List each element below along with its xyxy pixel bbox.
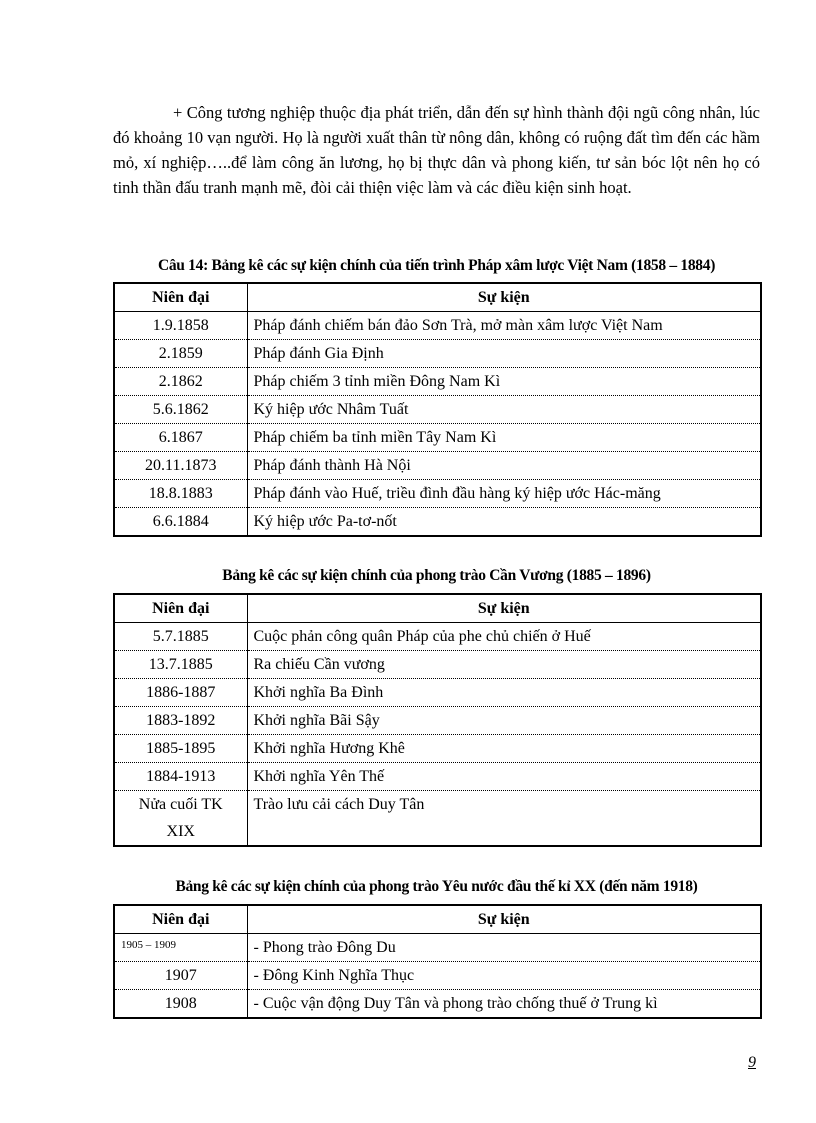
event-cell: - Cuộc vận động Duy Tân và phong trào chống thuế ở Trung kì (253, 995, 658, 1012)
event-cell: Pháp đánh thành Hà Nội (247, 452, 761, 480)
table-row (114, 707, 761, 735)
date-cell: 1.9.1858 (114, 312, 247, 340)
date-cell: 13.7.1885 (114, 651, 247, 679)
date-cell: 1907 (114, 962, 247, 990)
date-cell: 20.11.1873 (114, 452, 247, 480)
date-cell: 2.1862 (114, 368, 247, 396)
page-number: 9 (748, 1054, 756, 1071)
date-cell: 5.6.1862 (114, 396, 247, 424)
table-row (114, 424, 761, 452)
event-cell: Pháp đánh vào Huế, triều đình đầu hàng ký hiệp ước Hác-măng (247, 480, 761, 508)
table-row (114, 763, 761, 791)
table3 (113, 904, 762, 1019)
col-header-event: Sự kiện (247, 594, 761, 623)
table-header-row (114, 905, 761, 934)
table2 (113, 593, 762, 847)
col-header-date: Niên đại (114, 594, 247, 623)
date-cell: Nửa cuối TK XIX (114, 791, 247, 847)
intro-text: + Công tương nghiệp thuộc địa phát triển, dẫn đến sự hình thành đội ngũ công nhân, lúc đó khoảng 10 vạn người. Họ là người xuất thân từ nông dân, không có ruộng đất tìm đến các hầm mỏ, xí nghiệp…..để làm công ăn lương, họ bị thực dân và phong kiến, tư sản bóc lột nên họ có tinh thần đấu tranh mạnh mẽ, đòi cải thiện việc làm và các điều kiện sinh hoạt. (113, 103, 760, 197)
intro-paragraph (113, 100, 760, 200)
event-cell: Pháp chiếm ba tỉnh miền Tây Nam Kì (247, 424, 761, 452)
table-header-row (114, 283, 761, 312)
table-row (114, 312, 761, 340)
table-row (114, 368, 761, 396)
event-cell: Khởi nghĩa Yên Thế (247, 763, 761, 791)
table-row (114, 396, 761, 424)
table-header-row (114, 594, 761, 623)
table-row (114, 480, 761, 508)
date-cell: 6.1867 (114, 424, 247, 452)
table-row (114, 508, 761, 537)
date-cell: 1886-1887 (114, 679, 247, 707)
event-cell: Ký hiệp ước Nhâm Tuất (247, 396, 761, 424)
date-cell: 18.8.1883 (114, 480, 247, 508)
col-header-event: Sự kiện (247, 283, 761, 312)
event-cell: Khởi nghĩa Hương Khê (247, 735, 761, 763)
event-cell: Khởi nghĩa Bãi Sậy (247, 707, 761, 735)
table3-caption: Bảng kê các sự kiện chính của phong trào Yêu nước đầu thế kỉ XX (đến năm 1918) (175, 878, 698, 895)
date-cell: 6.6.1884 (114, 508, 247, 537)
table1-caption: Câu 14: Bảng kê các sự kiện chính của tiến trình Pháp xâm lược Việt Nam (1858 – 1884) (157, 257, 716, 274)
table-row (114, 962, 761, 990)
table-row (114, 452, 761, 480)
date-cell: 1884-1913 (114, 763, 247, 791)
event-cell: Cuộc phản công quân Pháp của phe chủ chiến ở Huế (247, 623, 761, 651)
event-cell: Pháp chiếm 3 tỉnh miền Đông Nam Kì (247, 368, 761, 396)
table-row (114, 679, 761, 707)
event-cell: Trào lưu cải cách Duy Tân (253, 796, 425, 813)
date-cell: 1908 (114, 990, 247, 1019)
table-row (114, 340, 761, 368)
date-cell: 1885-1895 (114, 735, 247, 763)
table1 (113, 282, 762, 537)
table-row (114, 934, 761, 962)
event-cell: - Phong trào Đông Du (247, 934, 761, 962)
table-row (114, 990, 761, 1019)
col-header-event: Sự kiện (247, 905, 761, 934)
event-cell: Pháp đánh chiếm bán đảo Sơn Trà, mở màn xâm lược Việt Nam (247, 312, 761, 340)
event-cell: Ký hiệp ước Pa-tơ-nốt (253, 513, 397, 530)
event-cell: Ra chiếu Cần vương (247, 651, 761, 679)
table-row (114, 651, 761, 679)
event-cell: Khởi nghĩa Ba Đình (247, 679, 761, 707)
table-row (114, 791, 761, 847)
table-row (114, 623, 761, 651)
event-cell: - Đông Kinh Nghĩa Thục (247, 962, 761, 990)
date-cell: 1883-1892 (114, 707, 247, 735)
event-cell: Pháp đánh Gia Định (247, 340, 761, 368)
date-cell-text: 1905 – 1909 (121, 939, 176, 951)
date-cell: 5.7.1885 (114, 623, 247, 651)
table2-caption: Bảng kê các sự kiện chính của phong trào Cần Vương (1885 – 1896) (222, 567, 651, 584)
table-row (114, 735, 761, 763)
col-header-date: Niên đại (114, 283, 247, 312)
date-cell (114, 934, 247, 962)
date-cell: 2.1859 (114, 340, 247, 368)
col-header-date: Niên đại (114, 905, 247, 934)
